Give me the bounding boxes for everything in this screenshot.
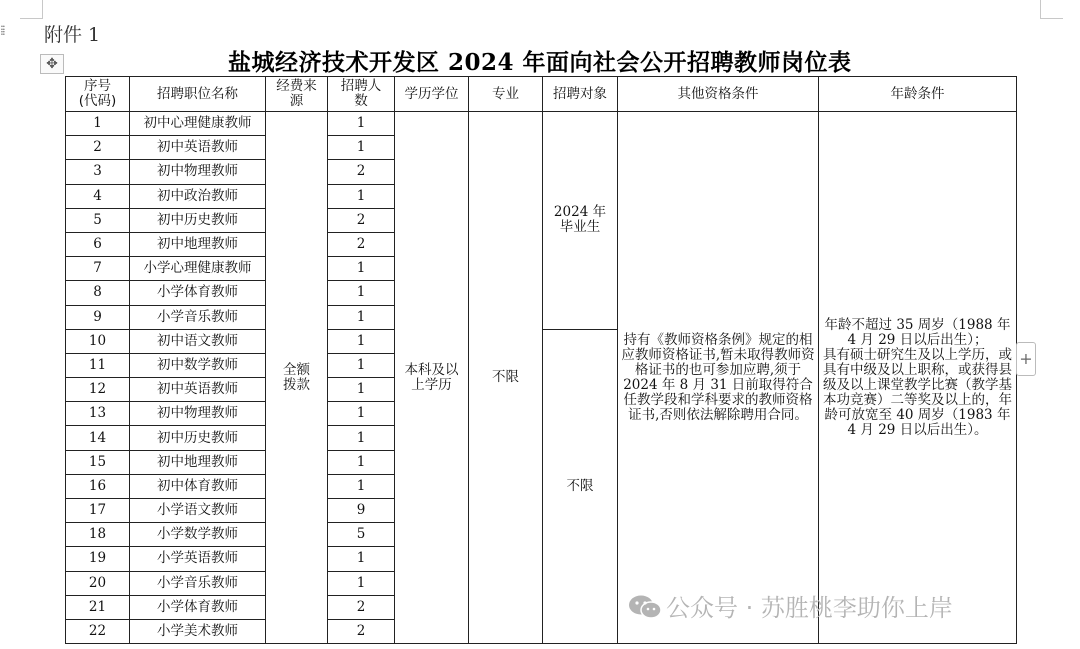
add-column-icon[interactable]: +	[1016, 342, 1036, 376]
cell-position: 初中心理健康教师	[130, 112, 266, 136]
col-header-no: 序号 (代码)	[66, 77, 130, 112]
cell-no: 16	[66, 474, 130, 498]
table-row	[66, 112, 1017, 136]
cell-no: 20	[66, 571, 130, 595]
document-title: 盐城经济技术开发区 2024 年面向社会公开招聘教师岗位表	[228, 49, 852, 76]
cell-no: 13	[66, 402, 130, 426]
cell-no: 8	[66, 281, 130, 305]
cell-position: 小学体育教师	[130, 281, 266, 305]
cell-position: 初中政治教师	[130, 184, 266, 208]
cell-no: 2	[66, 136, 130, 160]
cell-position: 小学美术教师	[130, 619, 266, 643]
cell-count: 1	[328, 281, 395, 305]
cell-count: 1	[328, 257, 395, 281]
cell-position: 小学音乐教师	[130, 571, 266, 595]
page-corner-mark-right	[1040, 0, 1063, 19]
col-header-funding: 经费来 源	[266, 77, 328, 112]
drag-grip-icon[interactable]: ⁞⁞	[0, 23, 4, 39]
cell-no: 19	[66, 547, 130, 571]
cell-position: 小学英语教师	[130, 547, 266, 571]
cell-no: 21	[66, 595, 130, 619]
cell-count: 1	[328, 426, 395, 450]
watermark	[628, 588, 953, 623]
watermark-text: 公众号 · 苏胜桃李助你上岸	[666, 594, 953, 622]
cell-position: 小学心理健康教师	[130, 257, 266, 281]
cell-count: 1	[328, 112, 395, 136]
col-header-count: 招聘人 数	[328, 77, 395, 112]
cell-count: 1	[328, 474, 395, 498]
cell-age-conditions: 年龄不超过 35 周岁（1988 年 4 月 29 日以后出生）； 具有硕士研究生及以上学历，或具有中级及以上职称，或获得县级及以上课堂教学比赛（教学基本功竞赛）二等奖及以上的，年龄可放宽至 40 周岁（1983 年 4 月 29 日以后出生）。	[819, 112, 1017, 644]
cell-major: 不限	[469, 112, 543, 644]
cell-count: 1	[328, 305, 395, 329]
cell-no: 15	[66, 450, 130, 474]
cell-position: 初中历史教师	[130, 208, 266, 232]
cell-position: 初中物理教师	[130, 402, 266, 426]
cell-funding: 全额 拨款	[266, 112, 328, 644]
cell-count: 1	[328, 184, 395, 208]
cell-count: 1	[328, 136, 395, 160]
cell-count: 1	[328, 329, 395, 353]
cell-target-open: 不限	[543, 329, 618, 643]
cell-no: 10	[66, 329, 130, 353]
cell-position: 小学体育教师	[130, 595, 266, 619]
table-header-row	[66, 77, 1017, 112]
cell-no: 6	[66, 232, 130, 256]
cell-no: 7	[66, 257, 130, 281]
col-header-other: 其他资格条件	[618, 77, 819, 112]
cell-position: 初中语文教师	[130, 329, 266, 353]
cell-position: 初中地理教师	[130, 232, 266, 256]
cell-no: 5	[66, 208, 130, 232]
cell-count: 2	[328, 595, 395, 619]
cell-count: 2	[328, 232, 395, 256]
cell-position: 初中英语教师	[130, 136, 266, 160]
cell-position: 初中历史教师	[130, 426, 266, 450]
cell-education: 本科及以 上学历	[395, 112, 469, 644]
page-corner-mark-left	[20, 0, 43, 19]
cell-count: 1	[328, 378, 395, 402]
cell-no: 9	[66, 305, 130, 329]
cell-count: 2	[328, 619, 395, 643]
cell-no: 18	[66, 523, 130, 547]
cell-position: 初中数学教师	[130, 353, 266, 377]
cell-count: 5	[328, 523, 395, 547]
cell-count: 1	[328, 450, 395, 474]
cell-position: 小学音乐教师	[130, 305, 266, 329]
cell-count: 9	[328, 499, 395, 523]
col-header-position: 招聘职位名称	[130, 77, 266, 112]
col-header-target: 招聘对象	[543, 77, 618, 112]
cell-position: 初中体育教师	[130, 474, 266, 498]
cell-count: 1	[328, 402, 395, 426]
col-header-age: 年龄条件	[819, 77, 1017, 112]
cell-no: 11	[66, 353, 130, 377]
cell-count: 2	[328, 208, 395, 232]
cell-no: 4	[66, 184, 130, 208]
cell-count: 2	[328, 160, 395, 184]
cell-position: 初中地理教师	[130, 450, 266, 474]
cell-no: 3	[66, 160, 130, 184]
col-header-major: 专业	[469, 77, 543, 112]
cell-position: 初中英语教师	[130, 378, 266, 402]
wechat-icon	[628, 594, 662, 620]
col-header-education: 学历学位	[395, 77, 469, 112]
attachment-label: 附件 1	[44, 24, 101, 46]
cell-no: 17	[66, 499, 130, 523]
cell-target-2024: 2024 年 毕业生	[543, 112, 618, 330]
cell-no: 1	[66, 112, 130, 136]
recruitment-table	[65, 76, 1017, 644]
move-handle-icon[interactable]: ✥	[40, 54, 64, 74]
cell-count: 1	[328, 353, 395, 377]
cell-count: 1	[328, 571, 395, 595]
cell-no: 12	[66, 378, 130, 402]
cell-other-qualifications: 持有《教师资格条例》规定的相应教师资格证书,暂未取得教师资格证书的也可参加应聘,须于 2024 年 8 月 31 日前取得符合任教学段和学科要求的教师资格证书,否则依法解除聘用合同。	[618, 112, 819, 644]
cell-position: 小学数学教师	[130, 523, 266, 547]
cell-position: 小学语文教师	[130, 499, 266, 523]
cell-count: 1	[328, 547, 395, 571]
cell-no: 14	[66, 426, 130, 450]
cell-position: 初中物理教师	[130, 160, 266, 184]
cell-no: 22	[66, 619, 130, 643]
